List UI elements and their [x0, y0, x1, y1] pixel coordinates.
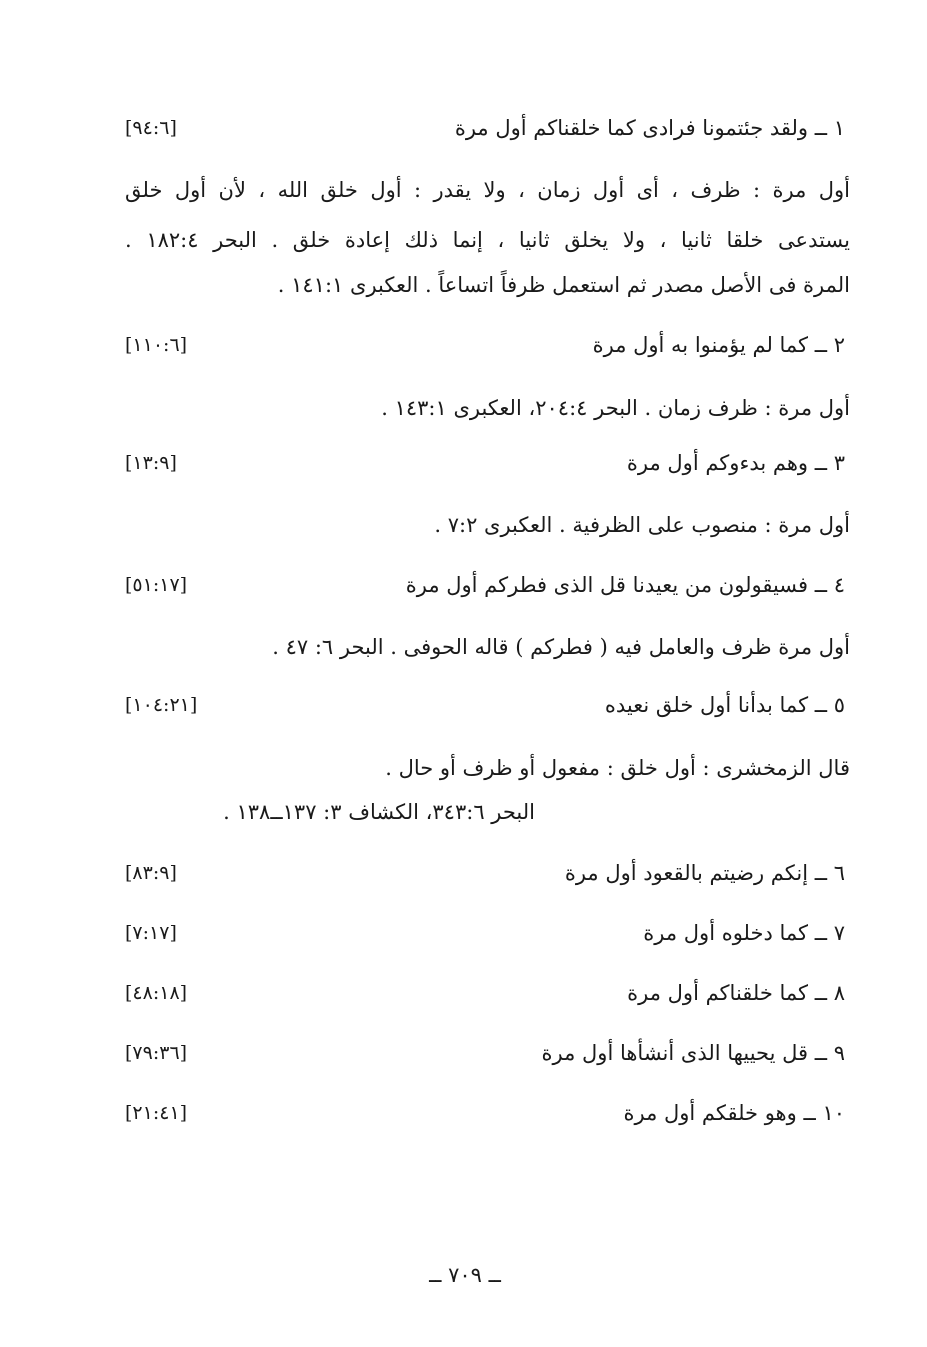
- verse-line-1: [125, 108, 845, 148]
- verse-line-4: [125, 565, 845, 605]
- verse-line-7: [125, 913, 845, 953]
- verse-text: ١ ــ ولقد جئتمونا فرادى كما خلقناكم أول مرة: [454, 116, 845, 140]
- verse-line-2: [125, 325, 845, 365]
- verse-text: ٧ ــ كما دخلوه أول مرة: [643, 921, 845, 945]
- verse-reference: [٥١:١٧]: [125, 574, 188, 596]
- verse-text: ٢ ــ كما لم يؤمنوا به أول مرة: [592, 333, 845, 357]
- verse-text: ٤ ــ فسيقولون من يعيدنا قل الذى فطركم أول مرة: [405, 573, 845, 597]
- verse-reference: [١١٠:٦]: [125, 334, 188, 356]
- commentary-line: البحر ٣٤٣:٦، الكشاف ٣: ١٣٧ــ١٣٨ .: [223, 800, 535, 824]
- commentary-line: أول مرة : ظرف زمان . البحر ٢٠٤:٤، العكبرى ١٤٣:١ .: [381, 396, 850, 420]
- verse-text: ٦ ــ إنكم رضيتم بالقعود أول مرة: [564, 861, 845, 885]
- verse-reference: [٧:١٧]: [125, 922, 177, 944]
- commentary-line: أول مرة : ظرف ، أى أول زمان ، ولا يقدر : أول خلق الله ، لأن أول خلق: [125, 178, 850, 202]
- commentary-line: قال الزمخشرى : أول خلق : مفعول أو ظرف أو حال .: [385, 756, 850, 780]
- verse-line-9: [125, 1033, 845, 1073]
- verse-line-10: [125, 1093, 845, 1133]
- verse-reference: [١٠٤:٢١]: [125, 694, 198, 716]
- verse-text: ١٠ ــ وهو خلقكم أول مرة: [623, 1101, 845, 1125]
- commentary-line: المرة فى الأصل مصدر ثم استعمل ظرفاً اتساعاً . العكبرى ١٤١:١ .: [277, 273, 850, 297]
- verse-reference: [٧٩:٣٦]: [125, 1042, 188, 1064]
- verse-line-8: [125, 973, 845, 1013]
- verse-line-5: [125, 685, 845, 725]
- verse-text: ٥ ــ كما بدأنا أول خلق نعيده: [604, 693, 845, 717]
- verse-reference: [١٣:٩]: [125, 452, 177, 474]
- commentary-line: أول مرة : منصوب على الظرفية . العكبرى ٧:٢ .: [434, 513, 850, 537]
- verse-text: ٨ ــ كما خلقناكم أول مرة: [627, 981, 845, 1005]
- commentary-line: يستدعى خلقا ثانيا ، ولا يخلق ثانيا ، إنما ذلك إعادة خلق . البحر ١٨٢:٤ .: [125, 228, 851, 252]
- verse-reference: [٩٤:٦]: [125, 117, 177, 139]
- verse-reference: [٤٨:١٨]: [125, 982, 188, 1004]
- commentary-line: أول مرة ظرف والعامل فيه ( فطركم ) قاله الحوفى . البحر ٦: ٤٧ .: [272, 635, 850, 659]
- page-number: ــ ٧٠٩ ــ: [429, 1263, 501, 1287]
- verse-text: ٣ ــ وهم بدءوكم أول مرة: [626, 451, 845, 475]
- verse-line-3: [125, 443, 845, 483]
- verse-line-6: [125, 853, 845, 893]
- verse-reference: [٢١:٤١]: [125, 1102, 188, 1124]
- verse-reference: [٨٣:٩]: [125, 862, 177, 884]
- verse-text: ٩ ــ قل يحييها الذى أنشأها أول مرة: [541, 1041, 845, 1065]
